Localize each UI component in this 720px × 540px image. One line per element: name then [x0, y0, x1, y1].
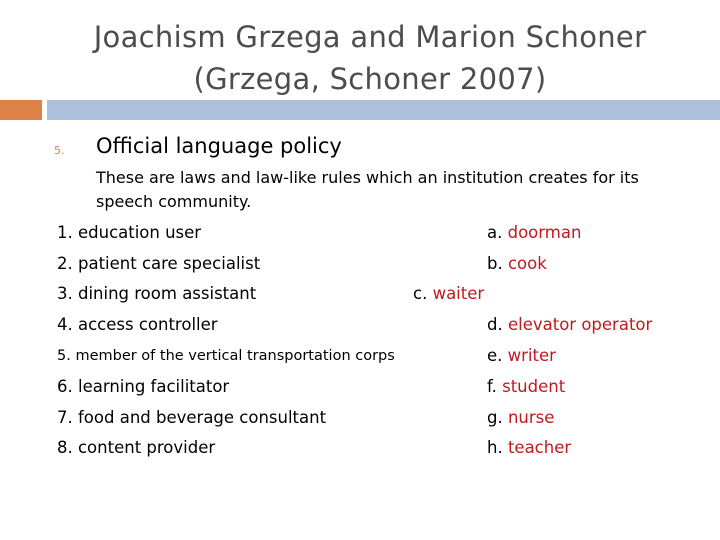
- answer-word: teacher: [507, 438, 572, 457]
- answer-item: [487, 376, 565, 398]
- term-item: 8. content provider: [57, 438, 216, 457]
- term-item: 6. learning facilitator: [57, 377, 230, 396]
- answer-item: [487, 437, 571, 459]
- answer-word: elevator operator: [507, 315, 653, 334]
- answer-letter: d.: [487, 315, 503, 334]
- term-item: 5. member of the vertical transportation corps: [57, 348, 395, 364]
- answer-letter: c.: [413, 284, 428, 303]
- term-item: 1. education user: [57, 223, 202, 242]
- answer-item: [413, 283, 484, 305]
- section-description: These are laws and law-like rules which an institution creates for its speech community.: [96, 168, 639, 211]
- section-number: 5.: [54, 144, 65, 157]
- section-heading: Official language policy: [96, 134, 342, 158]
- answer-item: [487, 407, 554, 429]
- answer-letter: b.: [487, 254, 503, 273]
- answer-item: [487, 222, 581, 244]
- term-item: 3. dining room assistant: [57, 284, 257, 303]
- answer-letter: f.: [487, 377, 497, 396]
- answer-item: [487, 345, 556, 367]
- answer-word: writer: [507, 346, 556, 365]
- answer-item: [487, 253, 547, 275]
- answer-word: waiter: [432, 284, 485, 303]
- answer-word: doorman: [507, 223, 582, 242]
- answer-letter: h.: [487, 438, 503, 457]
- accent-bar-orange: [0, 100, 42, 120]
- answer-word: nurse: [507, 408, 555, 427]
- answer-item: [487, 314, 652, 336]
- answer-word: student: [502, 377, 566, 396]
- answer-letter: e.: [487, 346, 503, 365]
- term-item: 2. patient care specialist: [57, 254, 261, 273]
- term-item: 4. access controller: [57, 315, 218, 334]
- accent-bar-blue: [47, 100, 720, 120]
- answer-letter: g.: [487, 408, 503, 427]
- title-line-1: Joachism Grzega and Marion Schoner: [93, 20, 647, 54]
- slide-title: [0, 16, 720, 100]
- answer-letter: a.: [487, 223, 503, 242]
- title-line-2: (Grzega, Schoner 2007): [193, 62, 547, 96]
- term-item: 7. food and beverage consultant: [57, 408, 327, 427]
- answer-word: cook: [507, 254, 547, 273]
